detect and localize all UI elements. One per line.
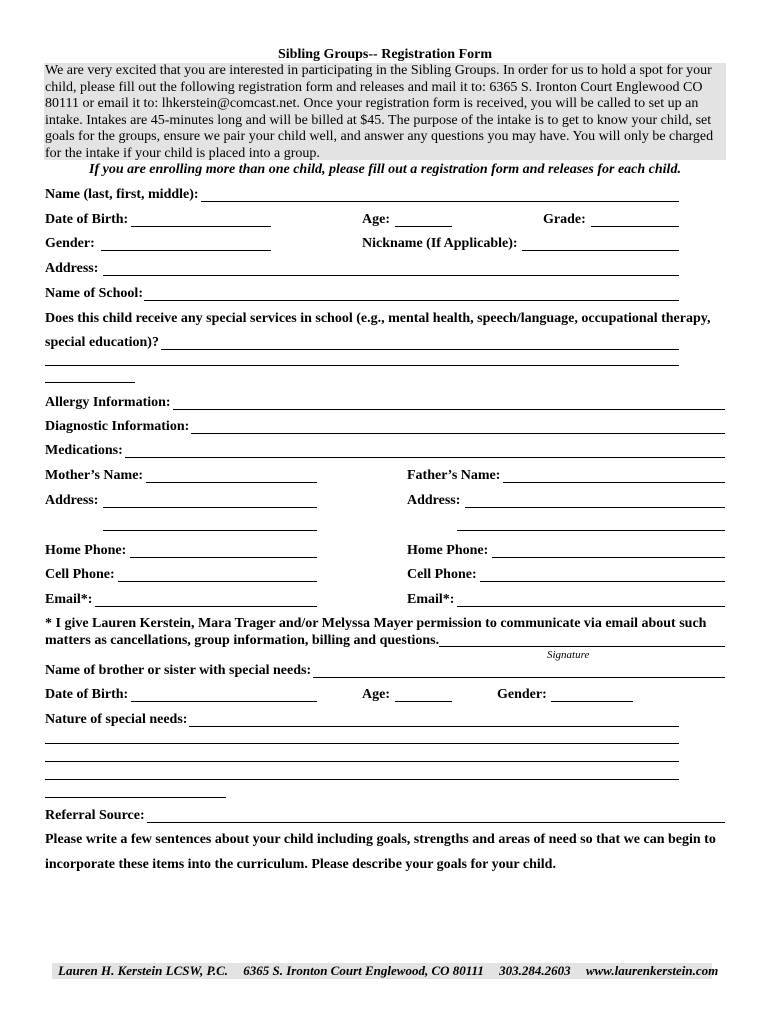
services-question-line1: Does this child receive any special services in school (e.g., mental health, speech/language, occupational therapy,	[45, 311, 711, 326]
mother-cell-phone-label: Cell Phone:	[45, 567, 115, 582]
name-field[interactable]	[201, 201, 679, 202]
medications-label: Medications:	[45, 443, 123, 458]
services-question-line2: special education)?	[45, 335, 159, 350]
mother-email-label: Email*:	[45, 592, 93, 607]
footer-website[interactable]: www.laurenkerstein.com	[585, 963, 719, 978]
enrollment-note: If you are enrolling more than one child, please fill out a registration form and releases for each child.	[89, 162, 681, 177]
address-label: Address:	[45, 261, 99, 276]
nature-field[interactable]	[189, 726, 679, 727]
page-footer	[52, 963, 719, 979]
sibling-dob-field[interactable]	[131, 701, 317, 702]
sibling-age-label: Age:	[362, 687, 390, 702]
grade-field[interactable]	[591, 226, 679, 227]
father-email-field[interactable]	[457, 606, 725, 607]
services-field-line3[interactable]	[45, 382, 135, 383]
mother-email-field[interactable]	[95, 606, 317, 607]
gender-label: Gender:	[45, 236, 95, 251]
nature-label: Nature of special needs:	[45, 712, 188, 727]
diagnostic-label: Diagnostic Information:	[45, 419, 190, 434]
father-cell-phone-label: Cell Phone:	[407, 567, 477, 582]
age-label: Age:	[362, 212, 390, 227]
sibling-gender-field[interactable]	[551, 701, 633, 702]
intro-paragraph: We are very excited that you are interested in participating in the Sibling Groups. In order for us to hold a spot for your child, please fill out the following registration form and releases and mail it to: 6365 S. Ironton Court Englewood CO 80111 or email it to: lhkerstein@comcast.net. Once your registration form is received, you will be called to set up an intake. Intakes are 45-minutes long and will be billed at $45. The purpose of the intake is to get to know your child, set goals for the groups, ensure we pair your child well, and answer any questions you may have. You will only be charged for the intake if your child is placed into a group.	[44, 63, 726, 160]
father-email-label: Email*:	[407, 592, 455, 607]
form-title: Sibling Groups-- Registration Form	[277, 47, 493, 62]
sibling-name-label: Name of brother or sister with special needs:	[45, 663, 312, 678]
father-address-label: Address:	[407, 493, 461, 508]
nature-field-line4[interactable]	[45, 779, 679, 780]
father-address-field[interactable]	[465, 507, 725, 508]
diagnostic-field[interactable]	[191, 433, 725, 434]
father-home-phone-label: Home Phone:	[407, 543, 489, 558]
sibling-gender-label: Gender:	[497, 687, 547, 702]
sibling-age-field[interactable]	[395, 701, 452, 702]
footer-address: 6365 S. Ironton Court Englewood, CO 80111	[243, 963, 484, 978]
permission-text-line2: matters as cancellations, group information, billing and questions.	[45, 633, 440, 648]
goals-prompt-line1: Please write a few sentences about your child including goals, strengths and areas of need so that we can begin to	[45, 832, 716, 847]
footer-practice-name: Lauren H. Kerstein LCSW, P.C.	[58, 963, 228, 978]
dob-label: Date of Birth:	[45, 212, 129, 227]
allergy-label: Allergy Information:	[45, 395, 171, 410]
services-field[interactable]	[161, 349, 679, 350]
mother-name-label: Mother’s Name:	[45, 468, 144, 483]
mother-address-field-line2[interactable]	[103, 530, 317, 531]
footer-phone: 303.284.2603	[499, 963, 571, 978]
nickname-field[interactable]	[522, 250, 679, 251]
mother-name-field[interactable]	[146, 482, 317, 483]
father-address-field-line2[interactable]	[457, 530, 725, 531]
nature-field-line3[interactable]	[45, 761, 679, 762]
signature-caption: Signature	[547, 649, 590, 661]
referral-field[interactable]	[147, 822, 725, 823]
mother-home-phone-label: Home Phone:	[45, 543, 127, 558]
mother-address-label: Address:	[45, 493, 99, 508]
father-cell-phone-field[interactable]	[480, 581, 725, 582]
goals-prompt-line2: incorporate these items into the curriculum. Please describe your goals for your child.	[45, 857, 556, 872]
dob-field[interactable]	[131, 226, 271, 227]
address-field[interactable]	[103, 275, 679, 276]
age-field[interactable]	[395, 226, 452, 227]
father-name-field[interactable]	[503, 482, 725, 483]
mother-cell-phone-field[interactable]	[118, 581, 317, 582]
father-home-phone-field[interactable]	[492, 557, 725, 558]
nature-field-line2[interactable]	[45, 743, 679, 744]
services-field-line2[interactable]	[45, 365, 679, 366]
signature-field[interactable]	[439, 646, 725, 647]
nickname-label: Nickname (If Applicable):	[362, 236, 518, 251]
gender-field[interactable]	[101, 250, 271, 251]
allergy-field[interactable]	[173, 409, 725, 410]
school-field[interactable]	[144, 300, 679, 301]
referral-label: Referral Source:	[45, 808, 145, 823]
sibling-name-field[interactable]	[313, 677, 725, 678]
medications-field[interactable]	[125, 457, 725, 458]
permission-text-line1: * I give Lauren Kerstein, Mara Trager and/or Melyssa Mayer permission to communicate via email about such	[45, 616, 707, 631]
mother-home-phone-field[interactable]	[130, 557, 317, 558]
father-name-label: Father’s Name:	[407, 468, 501, 483]
mother-address-field[interactable]	[103, 507, 317, 508]
grade-label: Grade:	[543, 212, 586, 227]
name-label: Name (last, first, middle):	[45, 187, 199, 202]
school-label: Name of School:	[45, 286, 143, 301]
sibling-dob-label: Date of Birth:	[45, 687, 129, 702]
nature-field-line5[interactable]	[45, 797, 226, 798]
